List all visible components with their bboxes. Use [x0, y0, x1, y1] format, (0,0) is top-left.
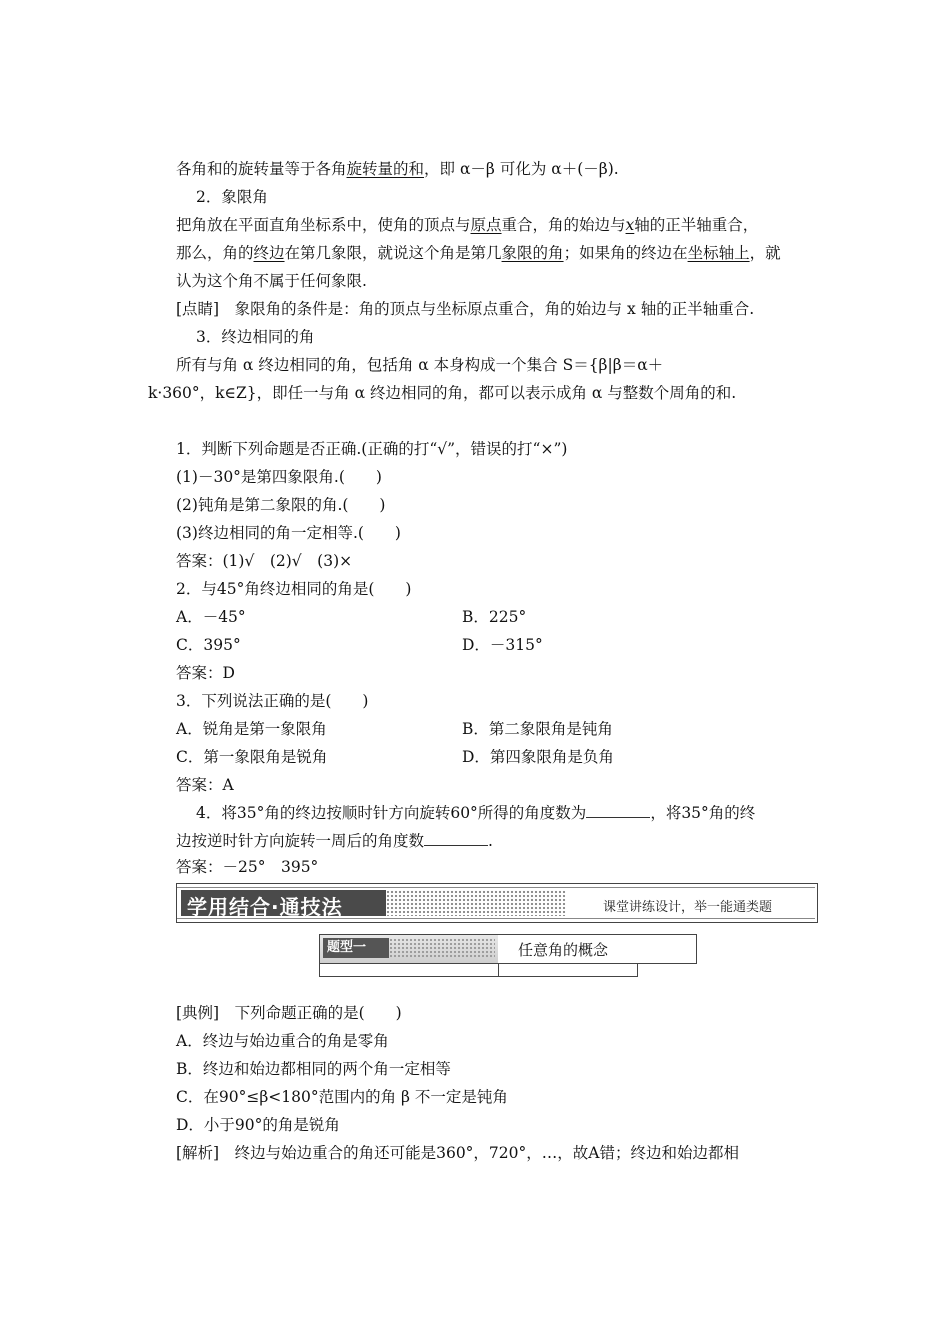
answer-1: 答案：(1)√ (2)√ (3)× — [176, 552, 353, 570]
question-1-item: (2)钝角是第二象限的角.( ) — [176, 496, 386, 514]
section-heading: 3．终边相同的角 — [196, 328, 315, 346]
text-line: 各角和的旋转量等于各角旋转量的和，即 α－β 可化为 α＋(－β). — [176, 160, 619, 178]
question-4-cont: 边按逆时针方向旋转一周后的角度数 . — [176, 832, 493, 850]
question-1-item: (3)终边相同的角一定相等.( ) — [176, 524, 401, 542]
section-banner — [176, 883, 818, 923]
example-question: [典例] 下列命题正确的是( ) — [176, 1004, 402, 1022]
topic-tag: 题型一 — [323, 938, 389, 958]
option-b: B．终边和始边都相同的两个角一定相等 — [176, 1060, 451, 1078]
text-line: 所有与角 α 终边相同的角，包括角 α 本身构成一个集合 S＝{β|β＝α＋ — [176, 356, 664, 374]
text-line: k·360°，k∈Z}，即任一与角 α 终边相同的角，都可以表示成角 α 与整数个周角的和. — [148, 384, 737, 402]
option-b: B．第二象限角是钝角 — [462, 720, 613, 738]
text-line: 认为这个角不属于任何象限. — [176, 272, 367, 290]
note-line: [点睛] 象限角的条件是：角的顶点与坐标原点重合，角的始边与 x 轴的正半轴重合. — [176, 300, 755, 318]
fill-blank[interactable] — [586, 803, 650, 818]
answer-2: 答案：D — [176, 664, 235, 682]
option-a: A．锐角是第一象限角 — [176, 720, 327, 738]
option-a: A．－45° — [176, 608, 246, 626]
text-line: 把角放在平面直角坐标系中，使角的顶点与原点重合，角的始边与x轴的正半轴重合， — [176, 216, 759, 234]
option-c: C．在90°≤β<180°范围内的角 β 不一定是钝角 — [176, 1088, 508, 1106]
text-line: 那么，角的终边在第几象限，就说这个角是第几象限的角；如果角的终边在坐标轴上，就 — [176, 244, 781, 262]
topic-box-frame — [319, 964, 638, 977]
section-heading: 2．象限角 — [196, 188, 268, 206]
option-d: D．小于90°的角是锐角 — [176, 1116, 340, 1134]
answer-4: 答案：－25° 395° — [176, 858, 319, 876]
option-c: C．第一象限角是锐角 — [176, 748, 328, 766]
option-d: D．－315° — [462, 636, 543, 654]
fill-blank[interactable] — [424, 831, 488, 846]
option-a: A．终边与始边重合的角是零角 — [176, 1032, 389, 1050]
question-2: 2．与45°角终边相同的角是( ) — [176, 580, 412, 598]
analysis-line: [解析] 终边与始边重合的角还可能是360°，720°，…，故A错；终边和始边都相 — [176, 1144, 739, 1162]
banner-title: 学用结合·通技法 — [187, 895, 343, 919]
question-1-item: (1)－30°是第四象限角.( ) — [176, 468, 382, 486]
option-b: B．225° — [462, 608, 527, 626]
question-3: 3．下列说法正确的是( ) — [176, 692, 369, 710]
option-d: D．第四象限角是负角 — [462, 748, 614, 766]
banner-subtitle: 课堂讲练设计，举一能通类题 — [603, 900, 773, 915]
question-1: 1．判断下列命题是否正确.(正确的打“√”，错误的打“×”) — [176, 440, 568, 458]
question-4: 4．将35°角的终边按顺时针方向旋转60°所得的角度数为 ，将35°角的终 — [196, 804, 756, 822]
option-c: C．395° — [176, 636, 241, 654]
answer-3: 答案：A — [176, 776, 234, 794]
topic-label: 任意角的概念 — [518, 941, 609, 959]
topic-type-box — [319, 934, 697, 964]
